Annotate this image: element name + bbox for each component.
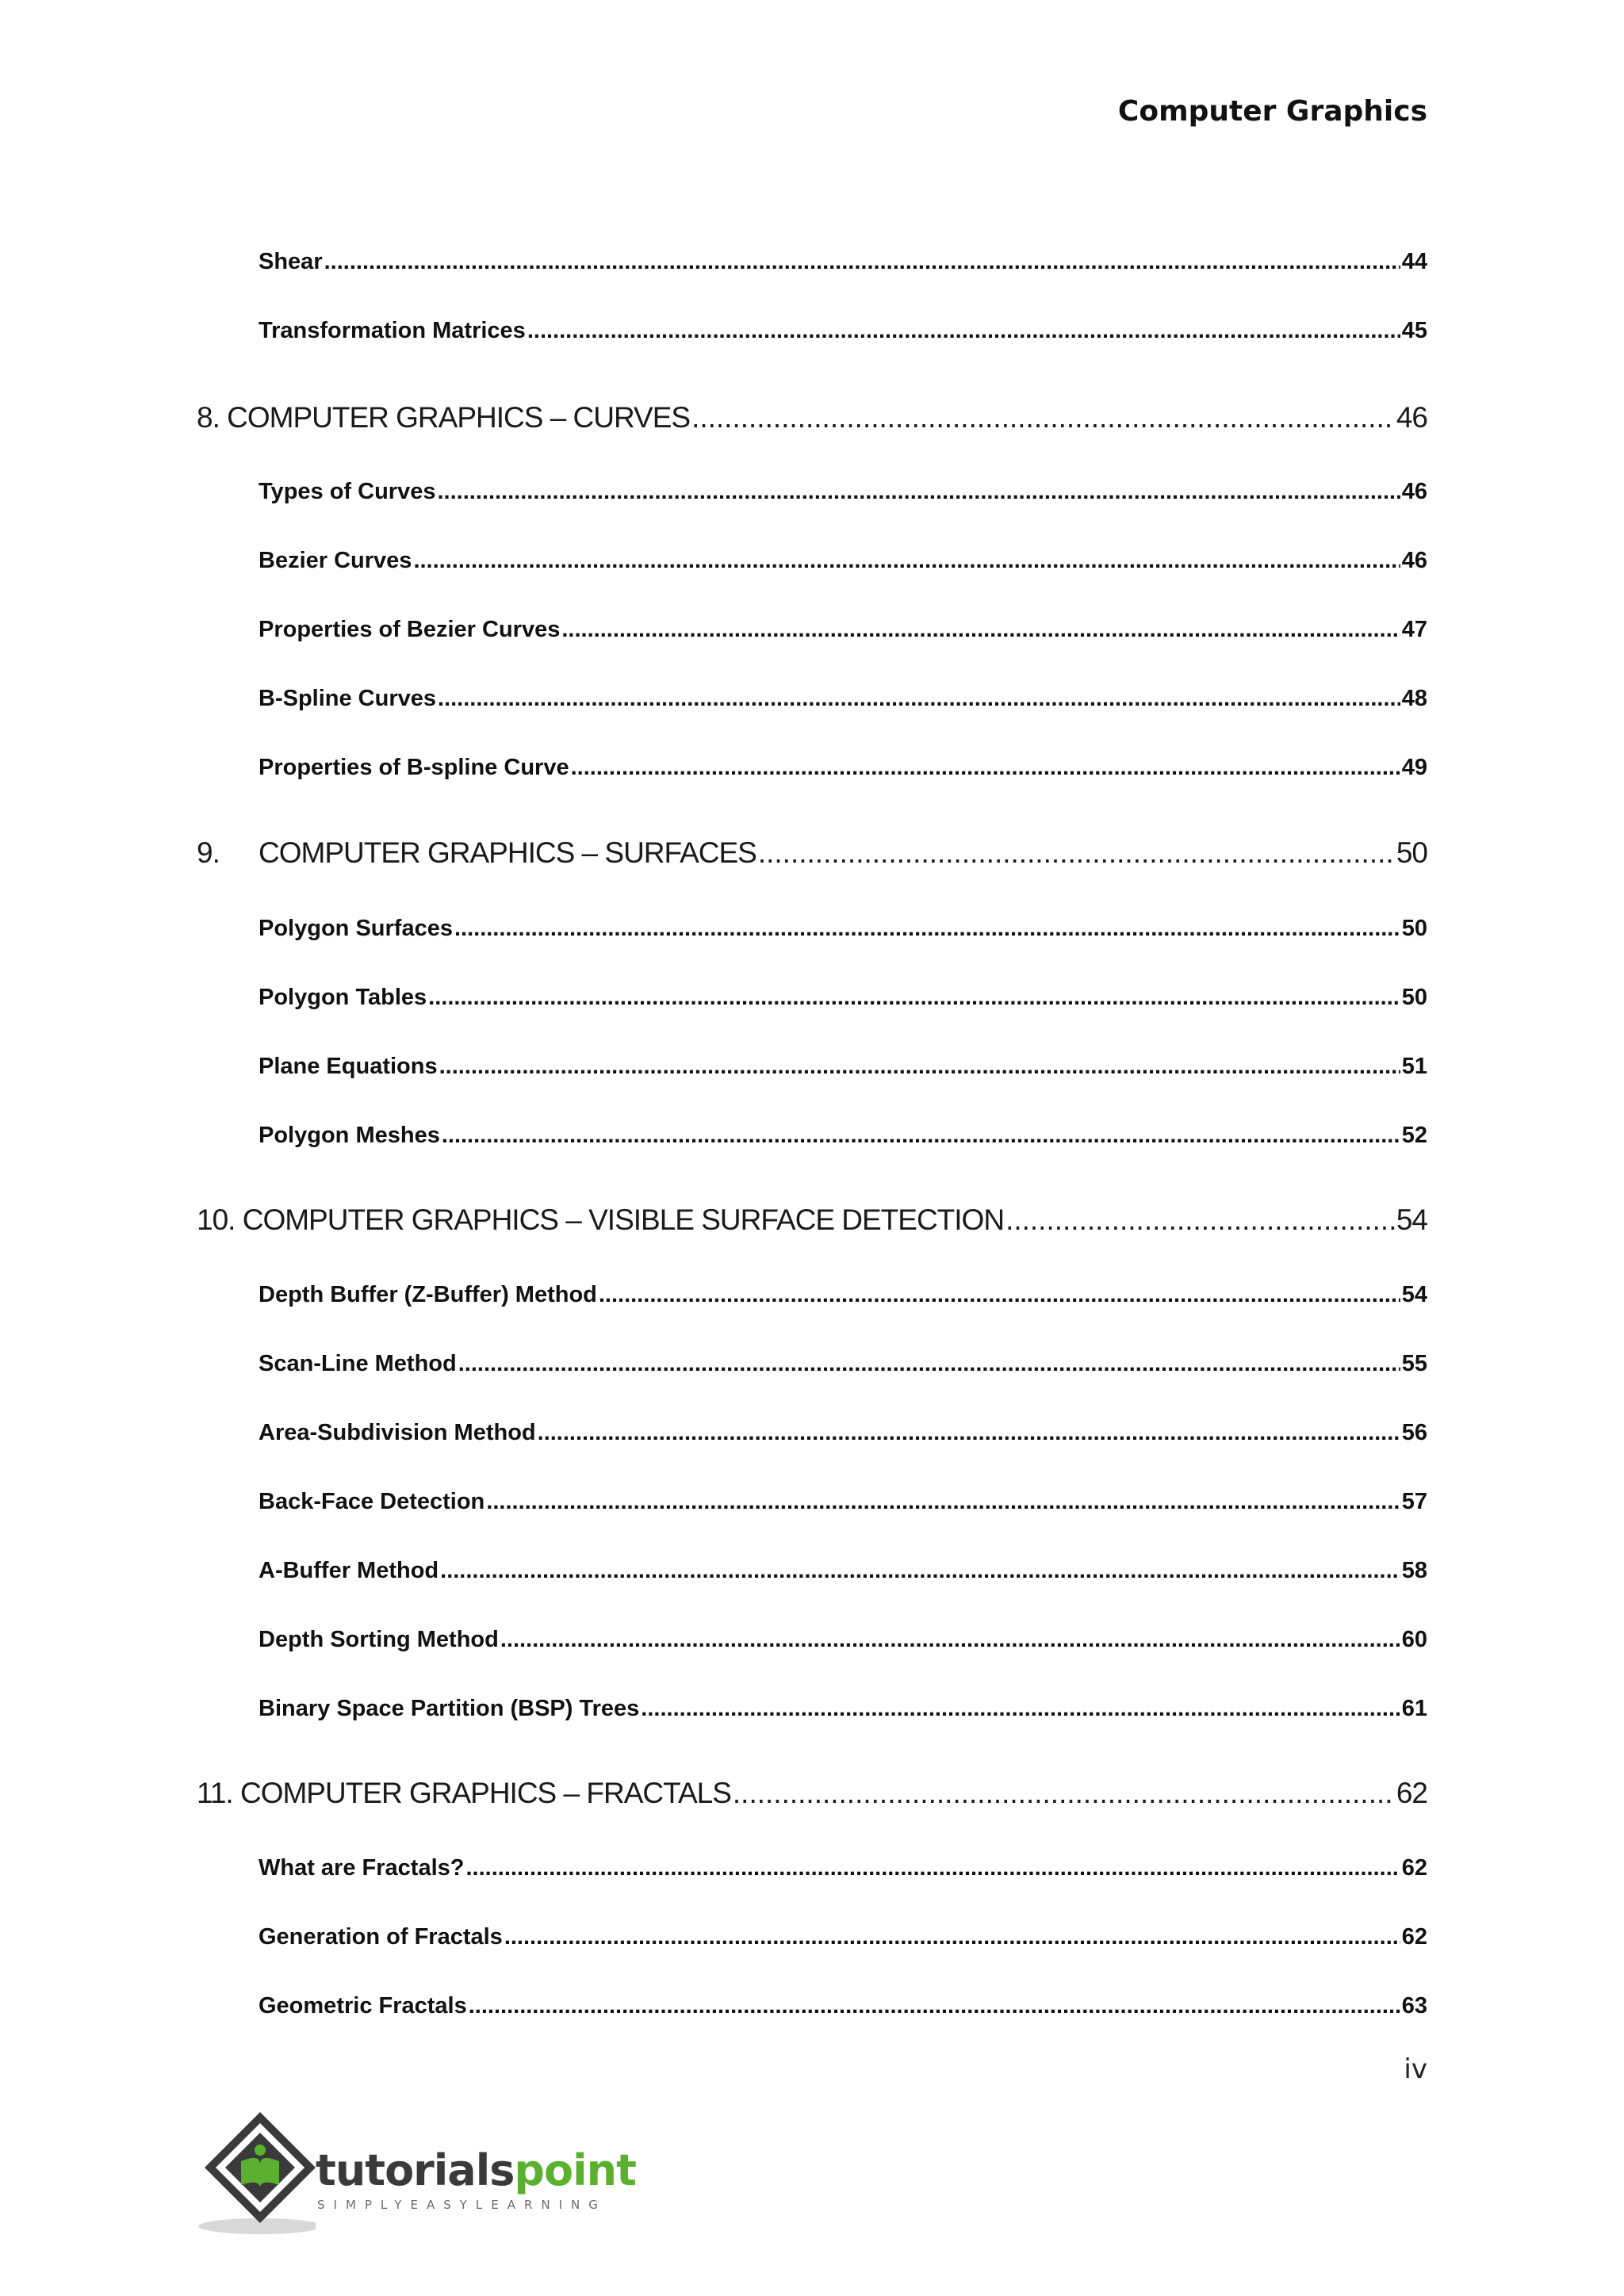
chapter-title: COMPUTER GRAPHICS – SURFACES xyxy=(259,836,756,869)
toc-entry[interactable] xyxy=(259,985,1427,1011)
dot-leader xyxy=(504,1924,1400,1950)
chapter-number: 11. xyxy=(197,1777,233,1809)
toc-entry-title: Polygon Meshes xyxy=(259,1123,440,1148)
toc-entry-page: 50 xyxy=(1401,985,1427,1010)
toc-entry[interactable] xyxy=(259,1993,1427,2019)
toc-entry-title: Bezier Curves xyxy=(259,548,412,573)
chapter-page: 46 xyxy=(1396,401,1427,434)
chapter-page: 54 xyxy=(1396,1203,1427,1236)
toc-entry-page: 61 xyxy=(1401,1696,1427,1721)
toc-entry[interactable] xyxy=(259,1924,1427,1950)
toc-entry-title: A-Buffer Method xyxy=(259,1558,439,1583)
toc-entry[interactable] xyxy=(259,1627,1427,1653)
dot-leader xyxy=(454,916,1400,942)
dot-leader xyxy=(324,249,1400,275)
toc-entry[interactable] xyxy=(259,1351,1427,1377)
toc-entry-title: B-Spline Curves xyxy=(259,686,436,711)
toc-chapter[interactable] xyxy=(197,836,1427,870)
toc-entry[interactable] xyxy=(259,617,1427,643)
tutorialspoint-logo xyxy=(197,2109,636,2236)
dot-leader xyxy=(438,686,1400,712)
toc-entry-page: 48 xyxy=(1401,686,1427,711)
dot-leader xyxy=(439,1054,1400,1080)
toc-entry-page: 46 xyxy=(1401,479,1427,504)
toc-entry[interactable] xyxy=(259,1420,1427,1446)
dot-leader xyxy=(428,985,1400,1011)
toc-chapter[interactable] xyxy=(197,401,1427,434)
toc-entry-page: 62 xyxy=(1401,1924,1427,1950)
chapter-number: 10. xyxy=(197,1203,236,1236)
dot-leader xyxy=(538,1420,1400,1446)
toc-chapter[interactable] xyxy=(197,1777,1427,1810)
dot-leader xyxy=(571,755,1400,781)
toc-entry-title: What are Fractals? xyxy=(259,1855,465,1881)
toc-entry-page: 47 xyxy=(1401,617,1427,642)
toc-entry[interactable] xyxy=(259,479,1427,505)
chapter-page: 62 xyxy=(1396,1777,1427,1809)
toc-entry-page: 62 xyxy=(1401,1855,1427,1881)
toc-entry-page: 57 xyxy=(1401,1489,1427,1514)
toc-entry-title: Plane Equations xyxy=(259,1054,438,1079)
page-number: iv xyxy=(1404,2053,1427,2085)
dot-leader xyxy=(758,836,1395,870)
dot-leader xyxy=(599,1282,1400,1308)
toc-entry-title: Transformation Matrices xyxy=(259,318,526,343)
toc-entry[interactable] xyxy=(259,318,1427,344)
toc-entry-page: 54 xyxy=(1401,1282,1427,1307)
toc-entry[interactable] xyxy=(259,1855,1427,1881)
toc-entry[interactable] xyxy=(259,548,1427,574)
toc-entry-page: 58 xyxy=(1401,1558,1427,1583)
toc-entry-page: 60 xyxy=(1401,1627,1427,1652)
toc-entry-title: Generation of Fractals xyxy=(259,1924,503,1950)
toc-entry-title: Geometric Fractals xyxy=(259,1993,467,2019)
toc-entry-title: Polygon Tables xyxy=(259,985,427,1010)
toc-entry[interactable] xyxy=(259,1558,1427,1584)
dot-leader xyxy=(458,1351,1400,1377)
toc-entry-title: Scan-Line Method xyxy=(259,1351,457,1376)
dot-leader xyxy=(691,401,1395,434)
running-header: Computer Graphics xyxy=(1117,95,1427,128)
logo-wordmark: tutorialspoint xyxy=(316,2145,636,2195)
toc-entry-page: 52 xyxy=(1401,1123,1427,1148)
toc-entry-page: 46 xyxy=(1401,548,1427,573)
toc-entry-title: Polygon Surfaces xyxy=(259,916,453,941)
toc-entry-title: Area-Subdivision Method xyxy=(259,1420,536,1445)
chapter-title: COMPUTER GRAPHICS – VISIBLE SURFACE DETECTION xyxy=(242,1203,1005,1236)
toc-entry[interactable] xyxy=(259,755,1427,781)
toc-entry-title: Types of Curves xyxy=(259,479,436,504)
toc-entry-page: 45 xyxy=(1401,318,1427,343)
logo-diamond-icon xyxy=(197,2109,316,2236)
dot-leader xyxy=(437,479,1400,505)
toc-entry-page: 63 xyxy=(1401,1993,1427,2019)
toc-entry-page: 56 xyxy=(1401,1420,1427,1445)
toc-entry-title: Depth Sorting Method xyxy=(259,1627,499,1652)
toc-entry[interactable] xyxy=(259,1282,1427,1308)
toc-entry-title: Back-Face Detection xyxy=(259,1489,485,1514)
toc-entry-title: Depth Buffer (Z-Buffer) Method xyxy=(259,1282,597,1307)
toc-entry-title: Properties of B-spline Curve xyxy=(259,755,569,780)
toc-entry-page: 44 xyxy=(1401,249,1427,274)
toc-entry-page: 49 xyxy=(1401,755,1427,780)
chapter-number: 8. xyxy=(197,401,220,434)
toc-entry[interactable] xyxy=(259,1054,1427,1080)
toc-entry-page: 51 xyxy=(1401,1054,1427,1079)
toc-entry[interactable] xyxy=(259,1123,1427,1149)
dot-leader xyxy=(469,1993,1400,2019)
toc-entry-page: 50 xyxy=(1401,916,1427,941)
dot-leader xyxy=(527,318,1400,344)
chapter-title: COMPUTER GRAPHICS – FRACTALS xyxy=(239,1777,731,1809)
toc-chapter[interactable] xyxy=(197,1203,1427,1237)
toc-entry[interactable] xyxy=(259,249,1427,275)
dot-leader xyxy=(561,617,1400,643)
toc-entry-title: Properties of Bezier Curves xyxy=(259,617,561,642)
dot-leader xyxy=(442,1123,1400,1149)
chapter-number: 9. xyxy=(197,836,220,869)
chapter-page: 50 xyxy=(1396,836,1427,869)
dot-leader xyxy=(500,1627,1400,1653)
toc-entry[interactable] xyxy=(259,686,1427,712)
toc-entry[interactable] xyxy=(259,916,1427,942)
toc-entry-title: Shear xyxy=(259,249,323,274)
dot-leader xyxy=(641,1696,1400,1722)
toc-entry[interactable] xyxy=(259,1696,1427,1722)
dot-leader xyxy=(465,1855,1400,1881)
dot-leader xyxy=(440,1558,1400,1584)
dot-leader xyxy=(733,1777,1395,1810)
toc-entry-title: Binary Space Partition (BSP) Trees xyxy=(259,1696,640,1721)
logo-tagline: SIMPLYEASYLEARNING xyxy=(317,2198,607,2212)
toc-entry[interactable] xyxy=(259,1489,1427,1515)
chapter-title: COMPUTER GRAPHICS – CURVES xyxy=(227,401,691,434)
toc-entry-page: 55 xyxy=(1401,1351,1427,1376)
dot-leader xyxy=(1005,1203,1395,1237)
dot-leader xyxy=(486,1489,1400,1515)
dot-leader xyxy=(413,548,1400,574)
